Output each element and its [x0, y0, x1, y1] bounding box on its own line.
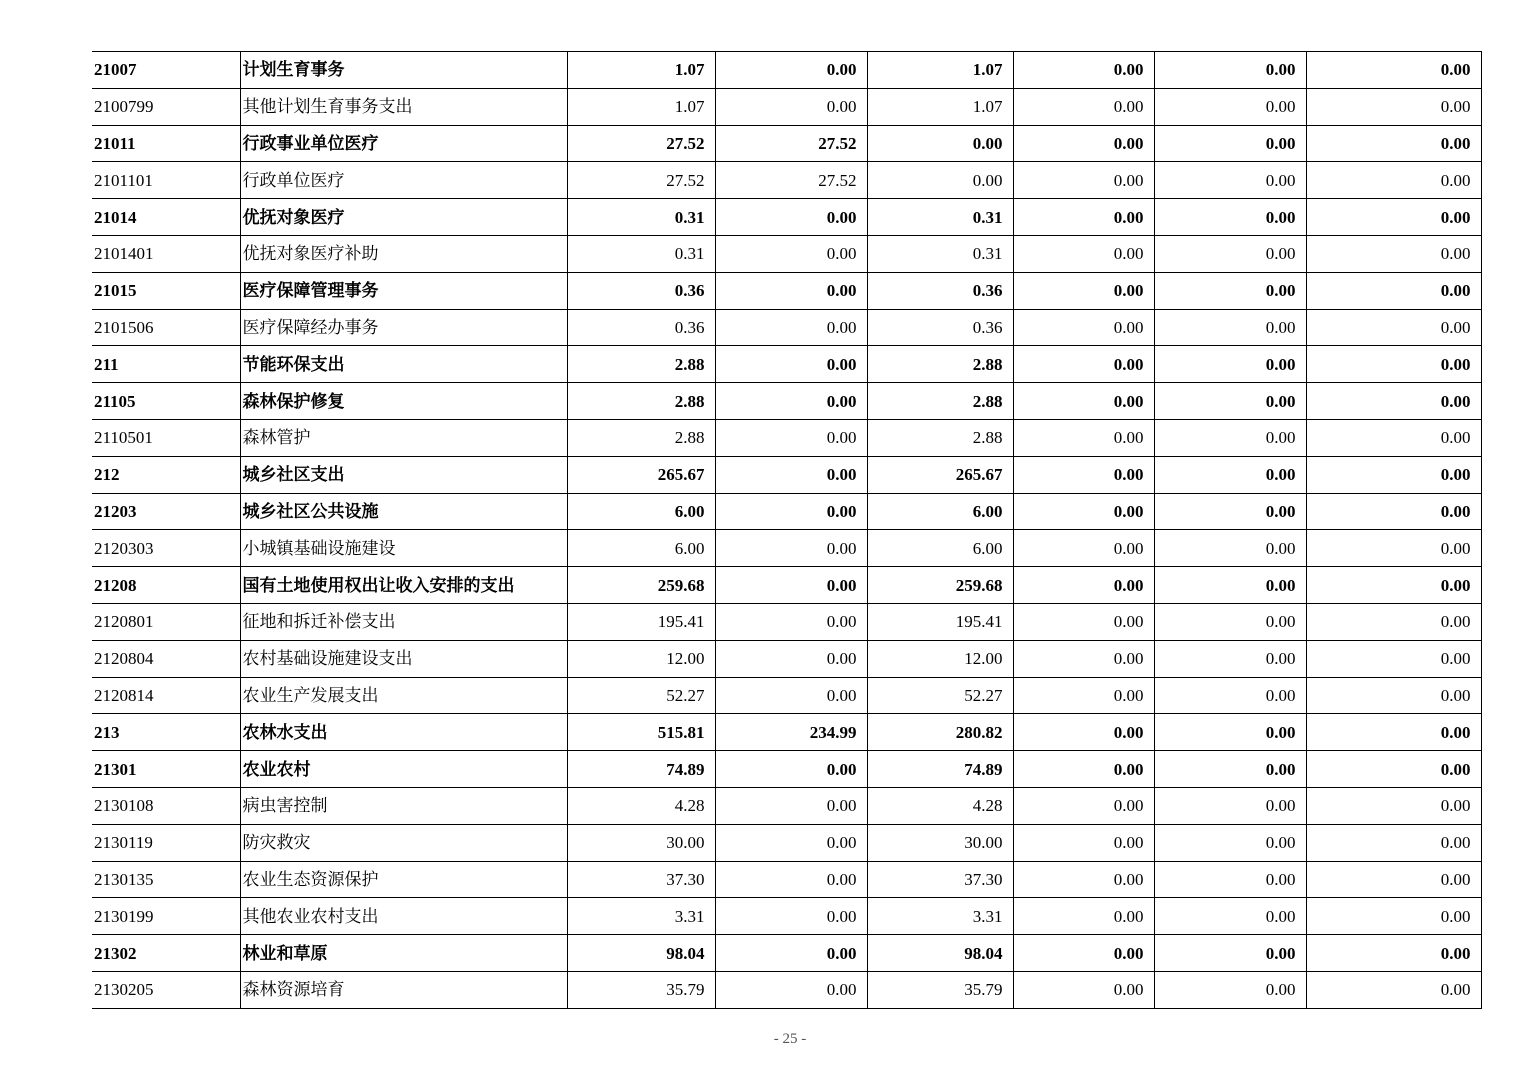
amount-cell: 0.00 [1306, 88, 1481, 125]
amount-cell: 0.36 [867, 272, 1013, 309]
amount-cell: 0.00 [1154, 88, 1306, 125]
subject-name-cell: 林业和草原 [240, 935, 567, 972]
subject-code-cell: 2101401 [92, 235, 240, 272]
subject-name-cell: 医疗保障经办事务 [240, 309, 567, 346]
amount-cell: 2.88 [567, 346, 715, 383]
subject-code-cell: 2101101 [92, 162, 240, 199]
subject-name-cell: 小城镇基础设施建设 [240, 530, 567, 567]
amount-cell: 0.00 [1013, 898, 1154, 935]
subject-code-cell: 21014 [92, 199, 240, 236]
amount-cell: 0.31 [567, 199, 715, 236]
amount-cell: 2.88 [867, 383, 1013, 420]
table-row [92, 971, 1481, 1008]
amount-cell: 0.36 [867, 309, 1013, 346]
amount-cell: 27.52 [567, 162, 715, 199]
amount-cell: 0.00 [1013, 530, 1154, 567]
table-row [92, 52, 1481, 89]
amount-cell: 98.04 [867, 935, 1013, 972]
amount-cell: 0.00 [1306, 162, 1481, 199]
subject-name-cell: 节能环保支出 [240, 346, 567, 383]
subject-name-cell: 行政事业单位医疗 [240, 125, 567, 162]
amount-cell: 2.88 [567, 383, 715, 420]
subject-code-cell: 21105 [92, 383, 240, 420]
amount-cell: 4.28 [867, 787, 1013, 824]
table-row [92, 309, 1481, 346]
amount-cell: 1.07 [567, 52, 715, 89]
amount-cell: 1.07 [567, 88, 715, 125]
amount-cell: 0.00 [1306, 419, 1481, 456]
amount-cell: 74.89 [567, 751, 715, 788]
amount-cell: 0.00 [1013, 419, 1154, 456]
amount-cell: 0.00 [1013, 162, 1154, 199]
table-row [92, 383, 1481, 420]
subject-name-cell: 森林管护 [240, 419, 567, 456]
amount-cell: 0.00 [1154, 935, 1306, 972]
amount-cell: 6.00 [567, 530, 715, 567]
subject-name-cell: 计划生育事务 [240, 52, 567, 89]
amount-cell: 0.00 [1154, 603, 1306, 640]
amount-cell: 0.00 [715, 603, 867, 640]
amount-cell: 52.27 [867, 677, 1013, 714]
amount-cell: 0.00 [1306, 640, 1481, 677]
amount-cell: 0.00 [1013, 88, 1154, 125]
amount-cell: 0.31 [867, 235, 1013, 272]
amount-cell: 35.79 [567, 971, 715, 1008]
subject-code-cell: 21203 [92, 493, 240, 530]
table-row [92, 162, 1481, 199]
amount-cell: 52.27 [567, 677, 715, 714]
subject-code-cell: 2120814 [92, 677, 240, 714]
subject-code-cell: 2100799 [92, 88, 240, 125]
amount-cell: 6.00 [567, 493, 715, 530]
amount-cell: 0.00 [715, 272, 867, 309]
amount-cell: 98.04 [567, 935, 715, 972]
subject-code-cell: 2130108 [92, 787, 240, 824]
amount-cell: 0.00 [1013, 787, 1154, 824]
subject-name-cell: 行政单位医疗 [240, 162, 567, 199]
amount-cell: 0.00 [1306, 714, 1481, 751]
table-row [92, 346, 1481, 383]
amount-cell: 0.00 [1013, 346, 1154, 383]
amount-cell: 0.00 [715, 898, 867, 935]
amount-cell: 0.00 [715, 567, 867, 604]
amount-cell: 0.00 [1306, 383, 1481, 420]
amount-cell: 0.00 [715, 971, 867, 1008]
amount-cell: 0.00 [715, 935, 867, 972]
amount-cell: 0.00 [1154, 493, 1306, 530]
subject-code-cell: 2110501 [92, 419, 240, 456]
amount-cell: 0.00 [1154, 346, 1306, 383]
amount-cell: 0.00 [1013, 824, 1154, 861]
amount-cell: 0.00 [1154, 383, 1306, 420]
amount-cell: 0.00 [1013, 493, 1154, 530]
amount-cell: 0.00 [1306, 530, 1481, 567]
subject-code-cell: 21208 [92, 567, 240, 604]
amount-cell: 265.67 [867, 456, 1013, 493]
amount-cell: 0.00 [715, 640, 867, 677]
amount-cell: 0.00 [1013, 714, 1154, 751]
amount-cell: 195.41 [567, 603, 715, 640]
table-row [92, 824, 1481, 861]
amount-cell: 0.00 [1154, 640, 1306, 677]
amount-cell: 280.82 [867, 714, 1013, 751]
table-row [92, 640, 1481, 677]
subject-code-cell: 213 [92, 714, 240, 751]
amount-cell: 37.30 [567, 861, 715, 898]
amount-cell: 6.00 [867, 530, 1013, 567]
table-row [92, 272, 1481, 309]
amount-cell: 0.00 [867, 125, 1013, 162]
amount-cell: 0.00 [1154, 787, 1306, 824]
table-row [92, 88, 1481, 125]
amount-cell: 0.00 [1306, 787, 1481, 824]
amount-cell: 0.00 [715, 309, 867, 346]
table-row [92, 567, 1481, 604]
table-row [92, 530, 1481, 567]
subject-code-cell: 2101506 [92, 309, 240, 346]
amount-cell: 0.00 [1013, 751, 1154, 788]
subject-code-cell: 2130135 [92, 861, 240, 898]
amount-cell: 27.52 [715, 162, 867, 199]
amount-cell: 0.00 [1154, 861, 1306, 898]
table-row [92, 935, 1481, 972]
table-row [92, 898, 1481, 935]
amount-cell: 0.00 [1154, 456, 1306, 493]
amount-cell: 0.00 [1013, 677, 1154, 714]
amount-cell: 0.00 [1154, 272, 1306, 309]
table-row [92, 493, 1481, 530]
amount-cell: 0.00 [1306, 456, 1481, 493]
amount-cell: 0.00 [1306, 677, 1481, 714]
amount-cell: 0.00 [1154, 530, 1306, 567]
table-row [92, 714, 1481, 751]
amount-cell: 0.00 [715, 456, 867, 493]
subject-name-cell: 病虫害控制 [240, 787, 567, 824]
table-row [92, 235, 1481, 272]
amount-cell: 0.00 [1013, 383, 1154, 420]
amount-cell: 0.00 [715, 493, 867, 530]
amount-cell: 74.89 [867, 751, 1013, 788]
amount-cell: 515.81 [567, 714, 715, 751]
subject-name-cell: 优抚对象医疗 [240, 199, 567, 236]
subject-name-cell: 农业农村 [240, 751, 567, 788]
amount-cell: 0.00 [1306, 199, 1481, 236]
amount-cell: 0.00 [1013, 199, 1154, 236]
subject-code-cell: 21007 [92, 52, 240, 89]
table-row [92, 419, 1481, 456]
amount-cell: 0.00 [1306, 235, 1481, 272]
amount-cell: 0.00 [715, 824, 867, 861]
amount-cell: 1.07 [867, 52, 1013, 89]
amount-cell: 0.00 [1154, 677, 1306, 714]
amount-cell: 0.00 [715, 861, 867, 898]
amount-cell: 0.00 [715, 52, 867, 89]
subject-name-cell: 医疗保障管理事务 [240, 272, 567, 309]
table-row [92, 199, 1481, 236]
amount-cell: 30.00 [567, 824, 715, 861]
subject-code-cell: 211 [92, 346, 240, 383]
amount-cell: 0.00 [1013, 567, 1154, 604]
amount-cell: 0.00 [1154, 52, 1306, 89]
amount-cell: 12.00 [867, 640, 1013, 677]
subject-name-cell: 防灾救灾 [240, 824, 567, 861]
subject-code-cell: 2120801 [92, 603, 240, 640]
amount-cell: 0.00 [1154, 824, 1306, 861]
subject-name-cell: 农村基础设施建设支出 [240, 640, 567, 677]
amount-cell: 1.07 [867, 88, 1013, 125]
subject-name-cell: 征地和拆迁补偿支出 [240, 603, 567, 640]
subject-name-cell: 优抚对象医疗补助 [240, 235, 567, 272]
amount-cell: 0.00 [715, 199, 867, 236]
amount-cell: 2.88 [867, 346, 1013, 383]
subject-code-cell: 21302 [92, 935, 240, 972]
amount-cell: 0.00 [715, 677, 867, 714]
amount-cell: 0.00 [1306, 272, 1481, 309]
subject-code-cell: 2130205 [92, 971, 240, 1008]
amount-cell: 0.00 [715, 751, 867, 788]
amount-cell: 0.00 [1306, 346, 1481, 383]
amount-cell: 0.00 [1154, 971, 1306, 1008]
amount-cell: 0.00 [1306, 567, 1481, 604]
table-row [92, 677, 1481, 714]
subject-code-cell: 21301 [92, 751, 240, 788]
amount-cell: 0.00 [715, 383, 867, 420]
subject-code-cell: 2120804 [92, 640, 240, 677]
amount-cell: 4.28 [567, 787, 715, 824]
table-row [92, 751, 1481, 788]
amount-cell: 0.00 [1154, 751, 1306, 788]
amount-cell: 37.30 [867, 861, 1013, 898]
amount-cell: 259.68 [867, 567, 1013, 604]
amount-cell: 0.00 [715, 530, 867, 567]
amount-cell: 0.00 [1306, 309, 1481, 346]
table-row [92, 603, 1481, 640]
table-row [92, 861, 1481, 898]
table-row [92, 787, 1481, 824]
amount-cell: 0.00 [1306, 898, 1481, 935]
amount-cell: 0.00 [1154, 235, 1306, 272]
amount-cell: 0.00 [1154, 199, 1306, 236]
amount-cell: 3.31 [867, 898, 1013, 935]
amount-cell: 0.00 [1306, 971, 1481, 1008]
subject-name-cell: 其他计划生育事务支出 [240, 88, 567, 125]
amount-cell: 0.00 [1154, 567, 1306, 604]
amount-cell: 0.00 [1306, 935, 1481, 972]
amount-cell: 27.52 [567, 125, 715, 162]
amount-cell: 0.00 [1013, 603, 1154, 640]
amount-cell: 0.00 [1306, 52, 1481, 89]
amount-cell: 0.00 [1154, 714, 1306, 751]
subject-code-cell: 2130119 [92, 824, 240, 861]
amount-cell: 0.00 [1013, 456, 1154, 493]
amount-cell: 0.31 [567, 235, 715, 272]
subject-name-cell: 农业生产发展支出 [240, 677, 567, 714]
amount-cell: 30.00 [867, 824, 1013, 861]
subject-code-cell: 2120303 [92, 530, 240, 567]
amount-cell: 12.00 [567, 640, 715, 677]
amount-cell: 0.00 [1013, 971, 1154, 1008]
amount-cell: 3.31 [567, 898, 715, 935]
amount-cell: 0.00 [1306, 603, 1481, 640]
amount-cell: 0.00 [715, 235, 867, 272]
amount-cell: 0.00 [1154, 162, 1306, 199]
table-row [92, 125, 1481, 162]
amount-cell: 195.41 [867, 603, 1013, 640]
table-body [92, 52, 1481, 1009]
subject-name-cell: 其他农业农村支出 [240, 898, 567, 935]
amount-cell: 0.36 [567, 309, 715, 346]
amount-cell: 35.79 [867, 971, 1013, 1008]
amount-cell: 0.00 [1154, 419, 1306, 456]
subject-code-cell: 2130199 [92, 898, 240, 935]
amount-cell: 6.00 [867, 493, 1013, 530]
amount-cell: 0.00 [715, 88, 867, 125]
subject-name-cell: 国有土地使用权出让收入安排的支出 [240, 567, 567, 604]
subject-name-cell: 农林水支出 [240, 714, 567, 751]
amount-cell: 0.00 [715, 419, 867, 456]
amount-cell: 0.00 [1306, 493, 1481, 530]
amount-cell: 2.88 [567, 419, 715, 456]
amount-cell: 0.00 [1154, 125, 1306, 162]
amount-cell: 0.00 [1306, 824, 1481, 861]
amount-cell: 0.00 [1013, 861, 1154, 898]
amount-cell: 0.36 [567, 272, 715, 309]
amount-cell: 0.00 [1013, 235, 1154, 272]
amount-cell: 0.00 [1013, 935, 1154, 972]
amount-cell: 0.00 [1013, 272, 1154, 309]
amount-cell: 0.00 [1013, 309, 1154, 346]
subject-name-cell: 森林资源培育 [240, 971, 567, 1008]
subject-name-cell: 森林保护修复 [240, 383, 567, 420]
amount-cell: 0.00 [1154, 898, 1306, 935]
subject-name-cell: 农业生态资源保护 [240, 861, 567, 898]
amount-cell: 0.00 [1306, 861, 1481, 898]
amount-cell: 259.68 [567, 567, 715, 604]
amount-cell: 265.67 [567, 456, 715, 493]
amount-cell: 0.00 [1013, 52, 1154, 89]
amount-cell: 0.00 [1306, 751, 1481, 788]
amount-cell: 0.00 [1013, 125, 1154, 162]
budget-expenditure-table [92, 51, 1482, 1009]
amount-cell: 234.99 [715, 714, 867, 751]
amount-cell: 27.52 [715, 125, 867, 162]
amount-cell: 0.00 [1013, 640, 1154, 677]
subject-code-cell: 212 [92, 456, 240, 493]
amount-cell: 2.88 [867, 419, 1013, 456]
subject-code-cell: 21015 [92, 272, 240, 309]
amount-cell: 0.00 [715, 346, 867, 383]
table-row [92, 456, 1481, 493]
subject-name-cell: 城乡社区支出 [240, 456, 567, 493]
amount-cell: 0.31 [867, 199, 1013, 236]
subject-code-cell: 21011 [92, 125, 240, 162]
amount-cell: 0.00 [1154, 309, 1306, 346]
subject-name-cell: 城乡社区公共设施 [240, 493, 567, 530]
amount-cell: 0.00 [715, 787, 867, 824]
amount-cell: 0.00 [867, 162, 1013, 199]
page-number: - 25 - [773, 1031, 807, 1047]
amount-cell: 0.00 [1306, 125, 1481, 162]
